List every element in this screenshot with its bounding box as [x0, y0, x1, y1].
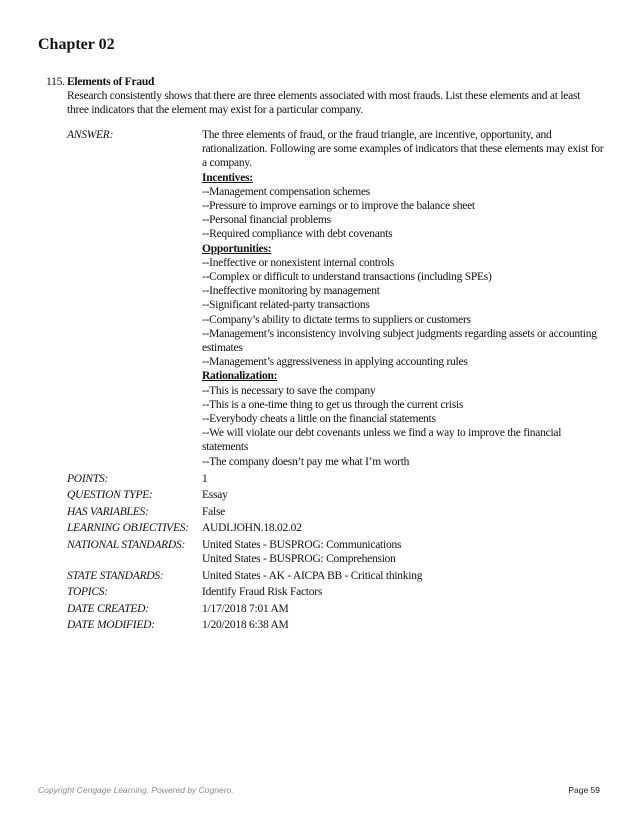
meta-row-national-standards [67, 538, 607, 566]
meta-label: DATE MODIFIED: [67, 619, 155, 632]
meta-row-state-standards [67, 569, 607, 583]
meta-value: AUDI.JOHN.18.02.02 [202, 522, 302, 535]
meta-label: LEARNING OBJECTIVES: [67, 522, 189, 535]
meta-label: HAS VARIABLES: [67, 505, 149, 518]
answer-list-item: --Company’s ability to dictate terms to suppliers or customers [202, 313, 471, 326]
answer-list-item: --Everybody cheats a little on the financial statements [202, 413, 436, 426]
page-footer [38, 785, 600, 795]
question-text: Research consistently shows that there are three elements associated with most frauds. List these elements and at least three indicators that the element may exist for a particular company. [67, 90, 581, 117]
answer-intro: The three elements of fraud, or the fraud triangle, are incentive, opportunity, and rationalization. Following are some examples of indicators that these elements may exist for a company. [202, 129, 604, 170]
answer-label: ANSWER: [67, 129, 114, 141]
answer-list-item: --Management’s inconsistency involving subject judgments regarding assets or accounting estimates [202, 327, 597, 355]
meta-value: 1/20/2018 6:38 AM [202, 619, 289, 632]
answer-section-heading: Incentives: [202, 171, 253, 184]
meta-row-question-type [67, 488, 607, 502]
meta-value-line: United States - BUSPROG: Communications [202, 538, 402, 551]
meta-label: TOPICS: [67, 586, 108, 599]
meta-label: DATE CREATED: [67, 602, 149, 615]
meta-row-has-variables [67, 505, 607, 519]
answer-row [67, 128, 607, 469]
answer-list-item: --Required compliance with debt covenants [202, 228, 393, 241]
answer-list-item: --Significant related-party transactions [202, 299, 370, 312]
meta-value: Essay [202, 489, 228, 502]
question-number: 115. [46, 76, 65, 88]
meta-value: False [202, 505, 226, 518]
chapter-heading: Chapter 02 [38, 36, 115, 53]
meta-label: NATIONAL STANDARDS: [67, 538, 186, 551]
answer-section-heading: Rationalization: [202, 370, 278, 383]
answer-list-item: --Ineffective monitoring by management [202, 285, 380, 298]
answer-list-item: --This is a one-time thing to get us through the current crisis [202, 398, 464, 411]
question-metadata [67, 128, 607, 635]
meta-row-learning-objectives [67, 521, 607, 535]
meta-value [202, 538, 607, 566]
meta-value: 1/17/2018 7:01 AM [202, 602, 289, 615]
meta-row-points [67, 472, 607, 486]
meta-value-line: United States - BUSPROG: Comprehension [202, 553, 396, 566]
page-number: Page 59 [568, 785, 600, 795]
meta-value: United States - AK - AICPA BB - Critical thinking [202, 569, 423, 582]
meta-row-date-modified [67, 618, 607, 632]
answer-list-item: --Management’s aggressiveness in applying accounting rules [202, 356, 468, 369]
meta-row-topics [67, 585, 607, 599]
meta-label: POINTS: [67, 472, 109, 485]
meta-value: 1 [202, 472, 208, 485]
meta-value: Identify Fraud Risk Factors [202, 586, 323, 599]
copyright-notice: Copyright Cengage Learning. Powered by Cognero. [38, 785, 234, 795]
answer-section-heading: Opportunities: [202, 242, 272, 255]
answer-list-item: --Personal financial problems [202, 214, 331, 227]
answer-list-item: --Complex or difficult to understand transactions (including SPEs) [202, 271, 492, 284]
question-title: Elements of Fraud [67, 76, 155, 88]
answer-body [202, 128, 607, 469]
answer-list-item: --Pressure to improve earnings or to improve the balance sheet [202, 200, 475, 213]
meta-row-date-created [67, 602, 607, 616]
answer-list-item: --Management compensation schemes [202, 185, 371, 198]
answer-list-item: --We will violate our debt covenants unless we find a way to improve the financial statements [202, 427, 562, 454]
meta-label: STATE STANDARDS: [67, 569, 164, 582]
answer-list-item: --Ineffective or nonexistent internal controls [202, 256, 395, 269]
meta-label: QUESTION TYPE: [67, 489, 153, 502]
answer-list-item: --The company doesn’t pay me what I’m worth [202, 455, 410, 468]
answer-list-item: --This is necessary to save the company [202, 384, 376, 397]
